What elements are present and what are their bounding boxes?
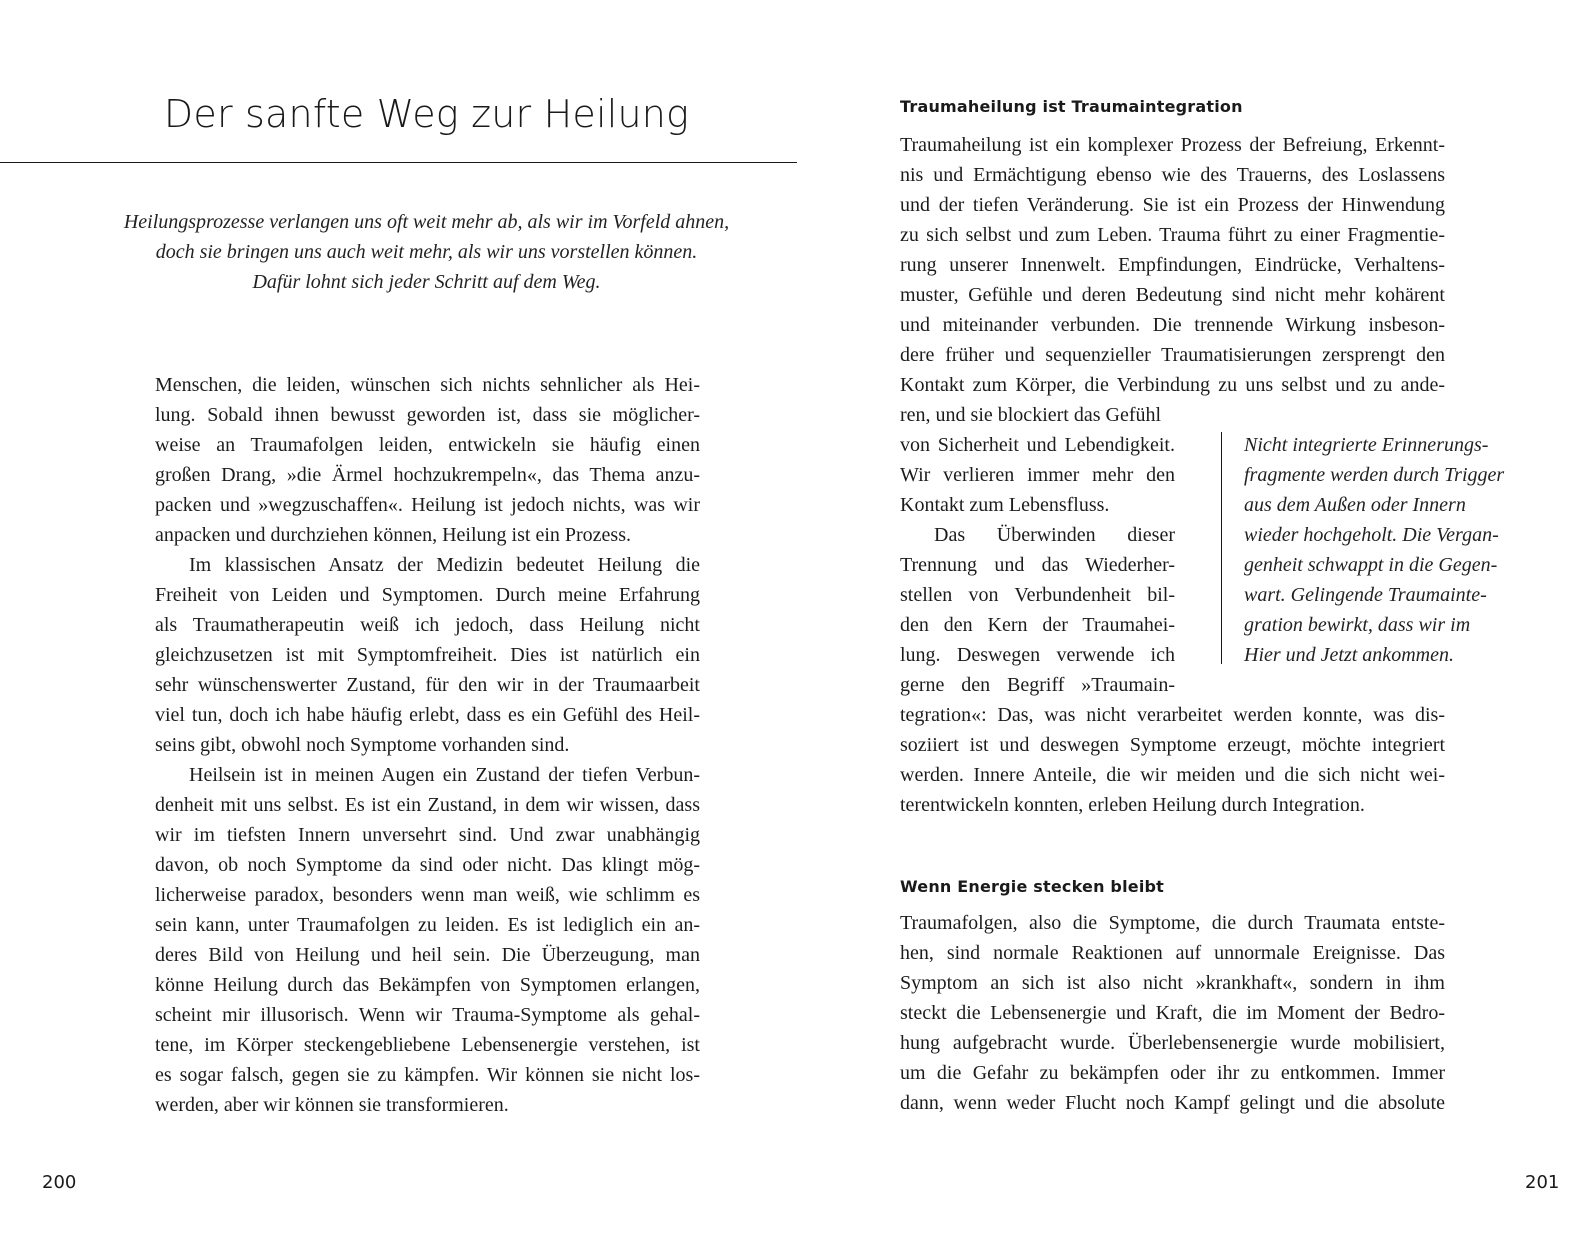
text-line: sein kann, unter Traumafolgen zu leiden. Es ist lediglich ein an- [155,914,700,936]
epigraph-line: Dafür lohnt sich jeder Schritt auf dem Weg. [252,271,601,293]
text-line: werden. Innere Anteile, die wir meiden und die sich nicht wei- [900,764,1445,786]
text-line: Im klassischen Ansatz der Medizin bedeutet Heilung die [189,554,700,576]
section-heading: Traumaheilung ist Traumaintegration [900,97,1243,116]
pull-quote-line: Nicht integrierte Erinnerungs- [1244,434,1489,456]
text-line: tene, im Körper steckengebliebene Lebensenergie verstehen, ist [155,1034,700,1056]
text-line: von Sicherheit und Lebendigkeit. [900,434,1175,456]
text-line: denheit mit uns selbst. Es ist ein Zustand, in dem wir wissen, dass [155,794,700,816]
text-line: und der tiefen Veränderung. Sie ist ein Prozess der Hinwendung [900,194,1445,216]
text-line: viel tun, doch ich habe häufig erlebt, dass es ein Gefühl des Heil- [155,704,700,726]
text-line: werden, aber wir können sie transformieren. [155,1094,509,1116]
text-line: Das Überwinden dieser [934,524,1175,546]
text-line: weise an Traumafolgen leiden, entwickeln sie häufig einen [155,434,700,456]
pull-quote-line: genheit schwappt in die Gegen- [1244,554,1498,576]
section-heading: Wenn Energie stecken bleibt [900,877,1165,896]
text-line: und miteinander verbunden. Die trennende Wirkung insbeson- [900,314,1445,336]
text-line: gleichzusetzen ist mit Symptomfreiheit. Dies ist natürlich ein [155,644,700,666]
text-line: stellen von Verbundenheit bil- [900,584,1175,606]
text-line: Freiheit von Leiden und Symptomen. Durch meine Erfahrung [155,584,700,606]
text-line: gerne den Begriff »Traumain- [900,674,1175,696]
text-line: seins gibt, obwohl noch Symptome vorhanden sind. [155,734,570,756]
text-line: davon, ob noch Symptome da sind oder nicht. Das klingt mög- [155,854,700,876]
text-line: den den Kern der Traumahei- [900,614,1175,636]
text-line: Traumaheilung ist ein komplexer Prozess der Befreiung, Erkennt- [900,134,1445,156]
text-line: licherweise paradox, besonders wenn man weiß, wie schlimm es [155,884,700,906]
text-line: deres Bild von Heilung und heil sein. Die Überzeugung, man [155,944,700,966]
page-number-right: 201 [1525,1172,1560,1193]
text-line: soziiert ist und deswegen Symptome erzeugt, möchte integriert [900,734,1445,756]
text-line: terentwickeln konnten, erleben Heilung durch Integration. [900,794,1365,816]
text-line: rung unserer Innenwelt. Empfindungen, Eindrücke, Verhaltens- [900,254,1445,276]
title-divider [0,162,797,163]
text-line: tegration«: Das, was nicht verarbeitet werden konnte, was dis- [900,704,1445,726]
text-line: es sogar falsch, gegen sie zu kämpfen. Wir können sie nicht los- [155,1064,700,1086]
page-number-left: 200 [42,1172,77,1193]
text-line: Menschen, die leiden, wünschen sich nichts sehnlicher als Hei- [155,374,700,396]
chapter-title: Der sanfte Weg zur Heilung [163,92,690,136]
section-1-narrow-column [900,430,1175,700]
text-line: Wir verlieren immer mehr den [900,464,1175,486]
text-line: großen Drang, »die Ärmel hochzukrempeln«, das Thema anzu- [155,464,700,486]
section-1-continued [900,700,1445,820]
pull-quote-line: fragmente werden durch Trigger [1244,464,1505,486]
text-line: hen, sind normale Reaktionen auf unnormale Ereignisse. Das [900,942,1445,964]
epigraph-line: doch sie bringen uns auch weit mehr, als wir uns vorstellen können. [155,241,698,263]
text-line: ren, und sie blockiert das Gefühl [900,404,1162,426]
left-body-text [155,370,700,1120]
section-2-body [900,908,1445,1118]
epigraph-line: Heilungsprozesse verlangen uns oft weit mehr ab, als wir im Vorfeld ahnen, [123,211,730,233]
pull-quote-rule [1221,432,1222,664]
text-line: hung aufgebracht wurde. Überlebensenergie wurde mobilisiert, [900,1032,1445,1054]
text-line: dere früher und sequenzieller Traumatisierungen zersprengt den [900,344,1445,366]
pull-quote-line: wart. Gelingende Traumainte- [1244,584,1487,606]
text-line: steckt die Lebensenergie und Kraft, die im Moment der Bedro- [900,1002,1445,1024]
text-line: lung. Deswegen verwende ich [900,644,1175,666]
epigraph [100,207,753,297]
text-line: zu sich selbst und zum Leben. Trauma führt zu einer Fragmentie- [900,224,1445,246]
text-line: muster, Gefühle und deren Bedeutung sind nicht mehr kohärent [900,284,1445,306]
text-line: Heilsein ist in meinen Augen ein Zustand der tiefen Verbun- [189,764,700,786]
text-line: Kontakt zum Lebensfluss. [900,494,1110,516]
text-line: könne Heilung durch das Bekämpfen von Symptomen erlangen, [155,974,700,996]
section-1-body [900,130,1445,430]
text-line: dann, wenn weder Flucht noch Kampf gelingt und die absolute [900,1092,1445,1114]
pull-quote-line: wieder hochgeholt. Die Vergan- [1244,524,1499,546]
text-line: Traumafolgen, also die Symptome, die durch Traumata entste- [900,912,1445,934]
pull-quote-line: gration bewirkt, dass wir im [1244,614,1471,636]
text-line: wir im tiefsten Innern unversehrt sind. Und zwar unabhängig [155,824,700,846]
text-line: Trennung und das Wiederher- [900,554,1175,576]
text-line: Kontakt zum Körper, die Verbindung zu uns selbst und zu ande- [900,374,1445,396]
text-line: lung. Sobald ihnen bewusst geworden ist, dass sie möglicher- [155,404,700,426]
pull-quote-line: aus dem Außen oder Innern [1244,494,1466,516]
text-line: nis und Ermächtigung ebenso wie des Trauerns, des Loslassens [900,164,1445,186]
pull-quote [1244,430,1534,670]
text-line: scheint mir illusorisch. Wenn wir Trauma-Symptome als gehal- [155,1004,700,1026]
text-line: anpacken und durchziehen können, Heilung ist ein Prozess. [155,524,631,546]
text-line: Symptom an sich ist also nicht »krankhaft«, sondern in ihm [900,972,1445,994]
text-line: als Traumatherapeutin weiß ich jedoch, dass Heilung nicht [155,614,700,636]
text-line: packen und »wegzuschaffen«. Heilung ist jedoch nichts, was wir [155,494,700,516]
pull-quote-line: Hier und Jetzt ankommen. [1244,644,1454,666]
text-line: um die Gefahr zu bekämpfen oder ihr zu entkommen. Immer [900,1062,1445,1084]
text-line: sehr wünschenswerter Zustand, für den wir in der Traumaarbeit [155,674,700,696]
